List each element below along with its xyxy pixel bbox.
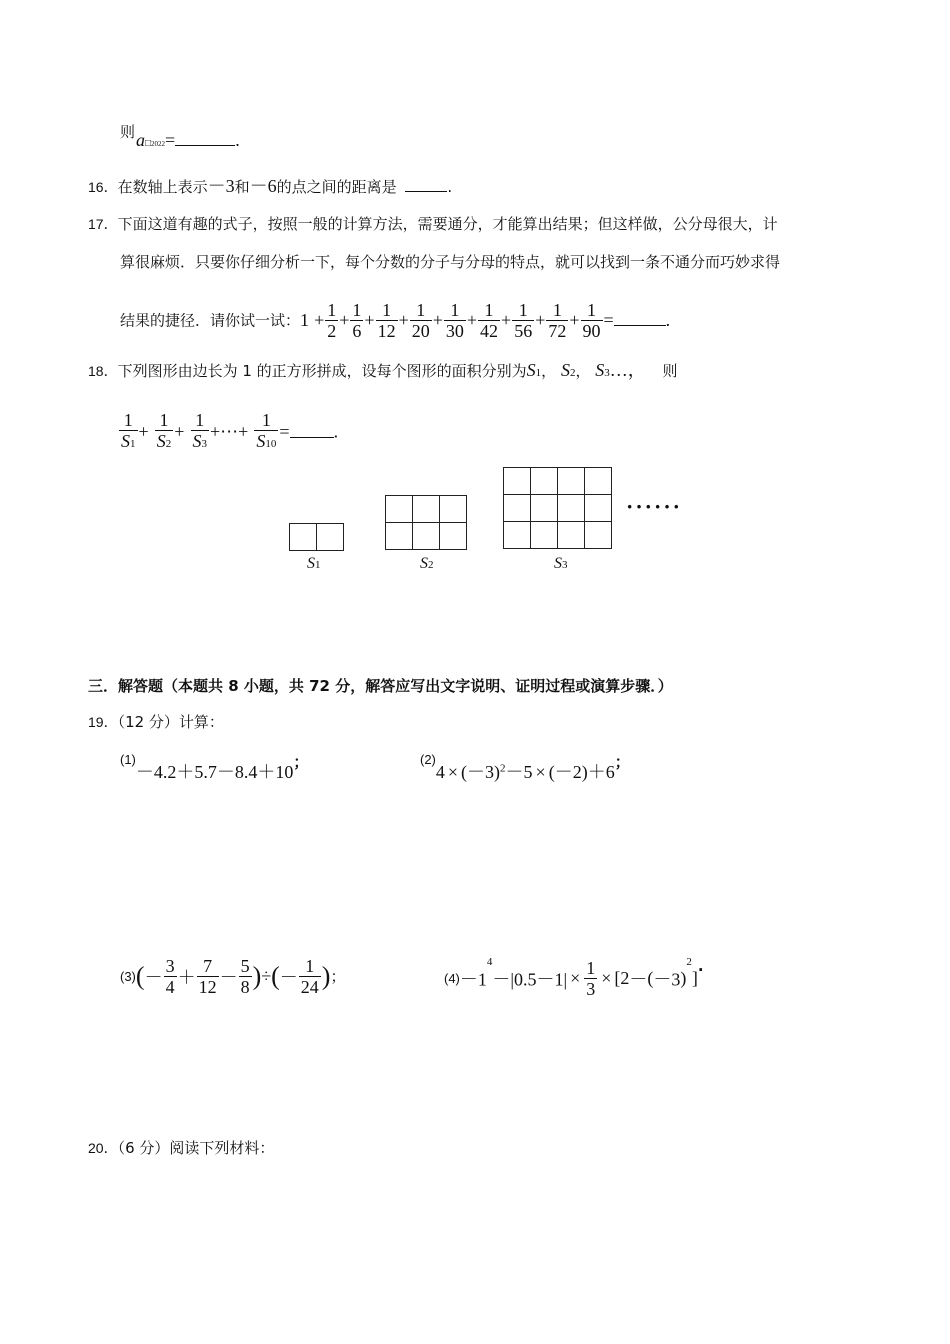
q19-p4-exponent: 4 bbox=[486, 956, 493, 968]
s-sub: 10 bbox=[265, 438, 277, 450]
q17-fraction-series bbox=[314, 300, 603, 341]
q17-period: . bbox=[665, 310, 671, 330]
s-symbol: S bbox=[156, 431, 166, 451]
q17-fraction bbox=[581, 300, 603, 341]
grid-cell bbox=[558, 495, 585, 522]
q18-ze: 则 bbox=[662, 362, 678, 380]
plus: + bbox=[210, 421, 221, 442]
q19-p4-two: 2 bbox=[620, 968, 630, 988]
caption-s: S bbox=[307, 555, 315, 572]
grid-cell bbox=[585, 495, 612, 522]
figure-s2-caption bbox=[420, 555, 434, 573]
q19-part-2 bbox=[420, 752, 630, 782]
denominator bbox=[119, 431, 138, 454]
grid-cell bbox=[558, 522, 585, 549]
q17-line-1 bbox=[88, 214, 778, 234]
caption-sub: 2 bbox=[428, 559, 434, 571]
grid-cell bbox=[585, 468, 612, 495]
s-symbol: S bbox=[256, 431, 266, 451]
numerator: 1 bbox=[352, 300, 362, 320]
question-16 bbox=[88, 176, 452, 197]
plus: + bbox=[238, 421, 249, 442]
q19-p2-a: 4 bbox=[435, 762, 445, 782]
grid-cell bbox=[558, 468, 585, 495]
q19-p4-frac bbox=[584, 958, 597, 999]
q19-p3-frac-2 bbox=[197, 956, 219, 997]
q19-p3-label: (3) bbox=[120, 969, 136, 984]
numerator: 1 bbox=[581, 300, 603, 321]
grid-cell bbox=[504, 522, 531, 549]
q17-plus: + bbox=[501, 310, 512, 330]
q19-p2-rparen-2: ) bbox=[581, 762, 588, 782]
q18-s2: S bbox=[560, 360, 570, 380]
q16-period: . bbox=[447, 178, 453, 196]
q17-line-2-text: 算很麻烦．只要你仔细分析一下，每个分数的分子与分母的特点，就可以找到一条不通分而巧妙求得 bbox=[120, 253, 781, 271]
q17-fraction bbox=[376, 300, 398, 341]
denominator: 8 bbox=[240, 977, 250, 997]
q19-p2-square: 2 bbox=[500, 762, 506, 775]
q18-sum-expression bbox=[118, 410, 338, 454]
numerator: 1 bbox=[119, 410, 138, 431]
numerator: 1 bbox=[410, 300, 432, 321]
q15-a: a bbox=[136, 130, 145, 150]
caption-sub: 1 bbox=[315, 559, 321, 571]
q19-p2-end: ； bbox=[614, 753, 630, 771]
q17-fraction bbox=[512, 300, 534, 341]
q18-s3-sub: 3 bbox=[604, 367, 610, 379]
q17-fraction bbox=[546, 300, 568, 341]
q19-p3-end: ； bbox=[330, 967, 346, 986]
q19-p4-n: －3 bbox=[653, 969, 681, 990]
q19-p1-end: ； bbox=[293, 753, 309, 771]
figure-s2-grid bbox=[385, 495, 467, 550]
q15-answer-expression bbox=[136, 130, 240, 151]
q19-p2-n2: －2 bbox=[554, 762, 582, 782]
q15-tail bbox=[120, 122, 135, 142]
q18-s1: S bbox=[526, 360, 536, 380]
q19-p3-frac-4 bbox=[299, 956, 321, 997]
q16-number: 16． bbox=[88, 179, 118, 195]
grid-cell bbox=[386, 523, 413, 550]
q18-text: 下列图形由边长为 1 的正方形拼成，设每个图形的面积分别为 bbox=[117, 362, 527, 380]
numerator: 7 bbox=[197, 956, 219, 977]
section-3-heading: 三．解答题（本题共 8 小题，共 72 分，解答应写出文字说明、证明过程或演算步骤．） bbox=[88, 677, 673, 695]
q19-p2-label: (2) bbox=[420, 752, 436, 767]
q19-p3-rparen-2: ) bbox=[321, 961, 331, 991]
numerator: 3 bbox=[165, 956, 175, 976]
q19-p2-n1: －3 bbox=[467, 762, 495, 782]
q16-val-2: －6 bbox=[249, 176, 277, 196]
plus: + bbox=[174, 421, 185, 442]
q19-part-1 bbox=[120, 752, 309, 782]
plus: + bbox=[138, 421, 149, 442]
q19-p3-rparen: ) bbox=[252, 961, 262, 991]
numerator: 5 bbox=[240, 956, 250, 976]
numerator: 1 bbox=[376, 300, 398, 321]
q17-answer-blank[interactable] bbox=[614, 325, 666, 326]
numerator: 1 bbox=[299, 956, 321, 977]
q19-p2-lparen-1: ( bbox=[461, 762, 468, 782]
q18-answer-blank[interactable] bbox=[290, 437, 334, 438]
q18-frac-s2 bbox=[155, 410, 174, 454]
q15-sub-2022: 2022 bbox=[151, 140, 166, 148]
q17-line-3-text: 结果的捷径．请你试一试： bbox=[120, 311, 301, 330]
numerator: 1 bbox=[327, 300, 337, 320]
q19-p2-c: 6 bbox=[605, 762, 615, 782]
q18-frac-s1 bbox=[119, 410, 138, 454]
q19-p4-times-1: × bbox=[570, 968, 581, 988]
q17-fraction bbox=[444, 300, 466, 341]
denominator: 56 bbox=[514, 321, 533, 341]
q19-p2-minus: － bbox=[505, 762, 524, 782]
q17-plus: + bbox=[314, 310, 325, 330]
numerator: 1 bbox=[444, 300, 466, 321]
s-sub: 1 bbox=[130, 438, 136, 450]
q17-plus: + bbox=[466, 310, 478, 330]
q18-number: 18． bbox=[88, 363, 118, 379]
q18-frac-s10 bbox=[254, 410, 278, 454]
numerator: 1 bbox=[191, 410, 210, 431]
q17-fraction bbox=[478, 300, 500, 341]
q19-p3-frac-3 bbox=[239, 956, 252, 997]
grid-cell bbox=[585, 522, 612, 549]
q16-val-1: －3 bbox=[207, 176, 235, 196]
q19-part-3 bbox=[120, 956, 345, 997]
q19-p3-plus: ＋ bbox=[177, 967, 196, 988]
q19-intro: （12 分）计算： bbox=[117, 713, 224, 731]
q16-he: 和 bbox=[234, 178, 250, 196]
q19-p3-lparen-2: ( bbox=[271, 961, 280, 991]
grid-cell bbox=[386, 496, 413, 523]
caption-s: S bbox=[554, 555, 562, 572]
denominator: 12 bbox=[198, 977, 217, 997]
q19-p2-times-2: × bbox=[535, 762, 546, 782]
grid-cell bbox=[531, 495, 558, 522]
q18-period: . bbox=[333, 421, 339, 442]
q19-p4-lbracket: [ bbox=[614, 968, 621, 988]
q16-text-1: 在数轴上表示 bbox=[117, 178, 208, 196]
q19-p2-times-1: × bbox=[447, 762, 459, 782]
q19-p4-label: (4) bbox=[444, 971, 460, 986]
q18-eq: = bbox=[279, 421, 290, 442]
q19-p4-rbracket: ] bbox=[691, 968, 698, 988]
s-symbol: S bbox=[121, 431, 130, 451]
question-20 bbox=[88, 1138, 274, 1158]
s-sub: 2 bbox=[165, 438, 172, 450]
q17-line-1-text: 下面这道有趣的式子，按照一般的计算方法，需要通分，才能算出结果；但这样做，公分母很大，计 bbox=[117, 215, 778, 233]
q19-p4-abs: |0.5－1| bbox=[510, 969, 568, 990]
q19-p2-expression bbox=[436, 763, 615, 782]
caption-s: S bbox=[420, 555, 428, 572]
q19-part-4 bbox=[444, 956, 704, 999]
q17-plus: + bbox=[364, 310, 375, 330]
q17-lead: 1 bbox=[300, 310, 310, 330]
ellipsis: ⋯ bbox=[220, 421, 239, 442]
grid-cell bbox=[413, 496, 440, 523]
q19-p2-rparen-1: ) bbox=[494, 762, 501, 782]
q18-s3: S bbox=[595, 360, 605, 380]
numerator: 1 bbox=[254, 410, 278, 431]
q19-p4-times-2: × bbox=[601, 968, 612, 988]
q15-answer-blank[interactable] bbox=[175, 145, 235, 146]
q18-comma-2: ， bbox=[575, 362, 591, 380]
q19-p3-divide: ÷ bbox=[261, 966, 272, 986]
q19-p4-minus-2: － bbox=[629, 969, 648, 990]
q16-text-2: 的点之间的距离是 bbox=[276, 178, 397, 196]
question-19 bbox=[88, 712, 224, 732]
grid-cell bbox=[504, 495, 531, 522]
q19-p3-minus-1: － bbox=[144, 967, 163, 988]
q19-p4-rparen: ) bbox=[680, 968, 687, 988]
denominator: 20 bbox=[411, 321, 430, 341]
figure-s1-grid bbox=[289, 523, 344, 551]
q17-plus: + bbox=[569, 310, 580, 330]
q17-fraction bbox=[350, 300, 363, 341]
denominator: 90 bbox=[582, 321, 601, 341]
grid-cell bbox=[290, 524, 317, 551]
caption-sub: 3 bbox=[562, 559, 568, 571]
denominator: 30 bbox=[445, 321, 464, 341]
denominator: 3 bbox=[586, 979, 596, 999]
q17-plus: + bbox=[535, 310, 546, 330]
q17-fraction bbox=[410, 300, 432, 341]
q17-eq: = bbox=[603, 310, 614, 330]
q17-plus: + bbox=[339, 310, 350, 330]
q17-plus: + bbox=[432, 310, 443, 330]
q16-answer-blank[interactable] bbox=[405, 191, 447, 192]
s-sub: 3 bbox=[201, 438, 207, 450]
grid-cell bbox=[440, 496, 467, 523]
s-symbol: S bbox=[192, 431, 202, 451]
q15-ze: 则 bbox=[120, 123, 136, 141]
q20-number: 20． bbox=[88, 1140, 118, 1156]
denominator: 24 bbox=[300, 977, 319, 997]
denominator: 2 bbox=[327, 321, 337, 341]
grid-cell bbox=[413, 523, 440, 550]
q19-p3-lparen: ( bbox=[135, 961, 145, 991]
q18-cdots: …， bbox=[609, 360, 646, 380]
q19-p1-expression: －4.2＋5.7－8.4＋10 bbox=[135, 762, 294, 782]
q18-s2-sub: 2 bbox=[569, 367, 576, 379]
q17-line-2 bbox=[120, 252, 780, 272]
q19-p2-lparen-2: ( bbox=[548, 762, 555, 782]
denominator: 4 bbox=[165, 977, 175, 997]
grid-cell bbox=[531, 468, 558, 495]
q19-p3-minus-2: － bbox=[219, 967, 238, 988]
denominator: 72 bbox=[548, 321, 567, 341]
q15-box: □ bbox=[145, 138, 152, 149]
numerator: 1 bbox=[512, 300, 534, 321]
q18-line-1 bbox=[88, 360, 678, 383]
q17-fraction bbox=[325, 300, 338, 341]
grid-cell bbox=[317, 524, 344, 551]
q15-period: . bbox=[235, 130, 240, 150]
q18-frac-s3 bbox=[191, 410, 210, 454]
figure-s1-caption bbox=[307, 555, 321, 573]
q19-p4-square: 2 bbox=[686, 956, 692, 968]
q15-eq: = bbox=[165, 130, 176, 150]
q19-p3-frac-1 bbox=[164, 956, 177, 997]
q18-s1-sub: 1 bbox=[535, 367, 542, 379]
numerator: 1 bbox=[478, 300, 500, 321]
q19-p4-minus-1: － bbox=[492, 969, 511, 990]
q17-number: 17． bbox=[88, 216, 118, 232]
denominator: 12 bbox=[377, 321, 396, 341]
denominator: 42 bbox=[480, 321, 499, 341]
q19-p2-plus: ＋ bbox=[587, 762, 606, 782]
q19-number: 19． bbox=[88, 714, 118, 730]
denominator bbox=[254, 431, 278, 454]
denominator: 6 bbox=[352, 321, 362, 341]
grid-cell bbox=[440, 523, 467, 550]
q19-p1-label: (1) bbox=[120, 752, 136, 767]
figure-s3-grid bbox=[503, 467, 612, 549]
q19-p4-lparen: ( bbox=[647, 968, 654, 988]
q19-p2-b: 5 bbox=[523, 762, 533, 782]
denominator bbox=[155, 431, 174, 454]
q19-p3-minus-3: － bbox=[279, 967, 298, 988]
grid-cell bbox=[504, 468, 531, 495]
q17-plus: + bbox=[398, 310, 409, 330]
denominator bbox=[191, 431, 210, 454]
numerator: 1 bbox=[586, 958, 596, 978]
q19-p4-lead: －1 bbox=[459, 969, 487, 990]
figure-continuation-dots: ······ bbox=[626, 494, 683, 519]
grid-cell bbox=[531, 522, 558, 549]
numerator: 1 bbox=[546, 300, 568, 321]
figure-s3-caption bbox=[554, 555, 568, 573]
q19-p4-end: . bbox=[697, 957, 704, 975]
q20-text: （6 分）阅读下列材料： bbox=[117, 1139, 275, 1157]
q18-comma-1: ， bbox=[541, 362, 557, 380]
numerator: 1 bbox=[155, 410, 174, 431]
q17-line-3 bbox=[120, 300, 670, 341]
